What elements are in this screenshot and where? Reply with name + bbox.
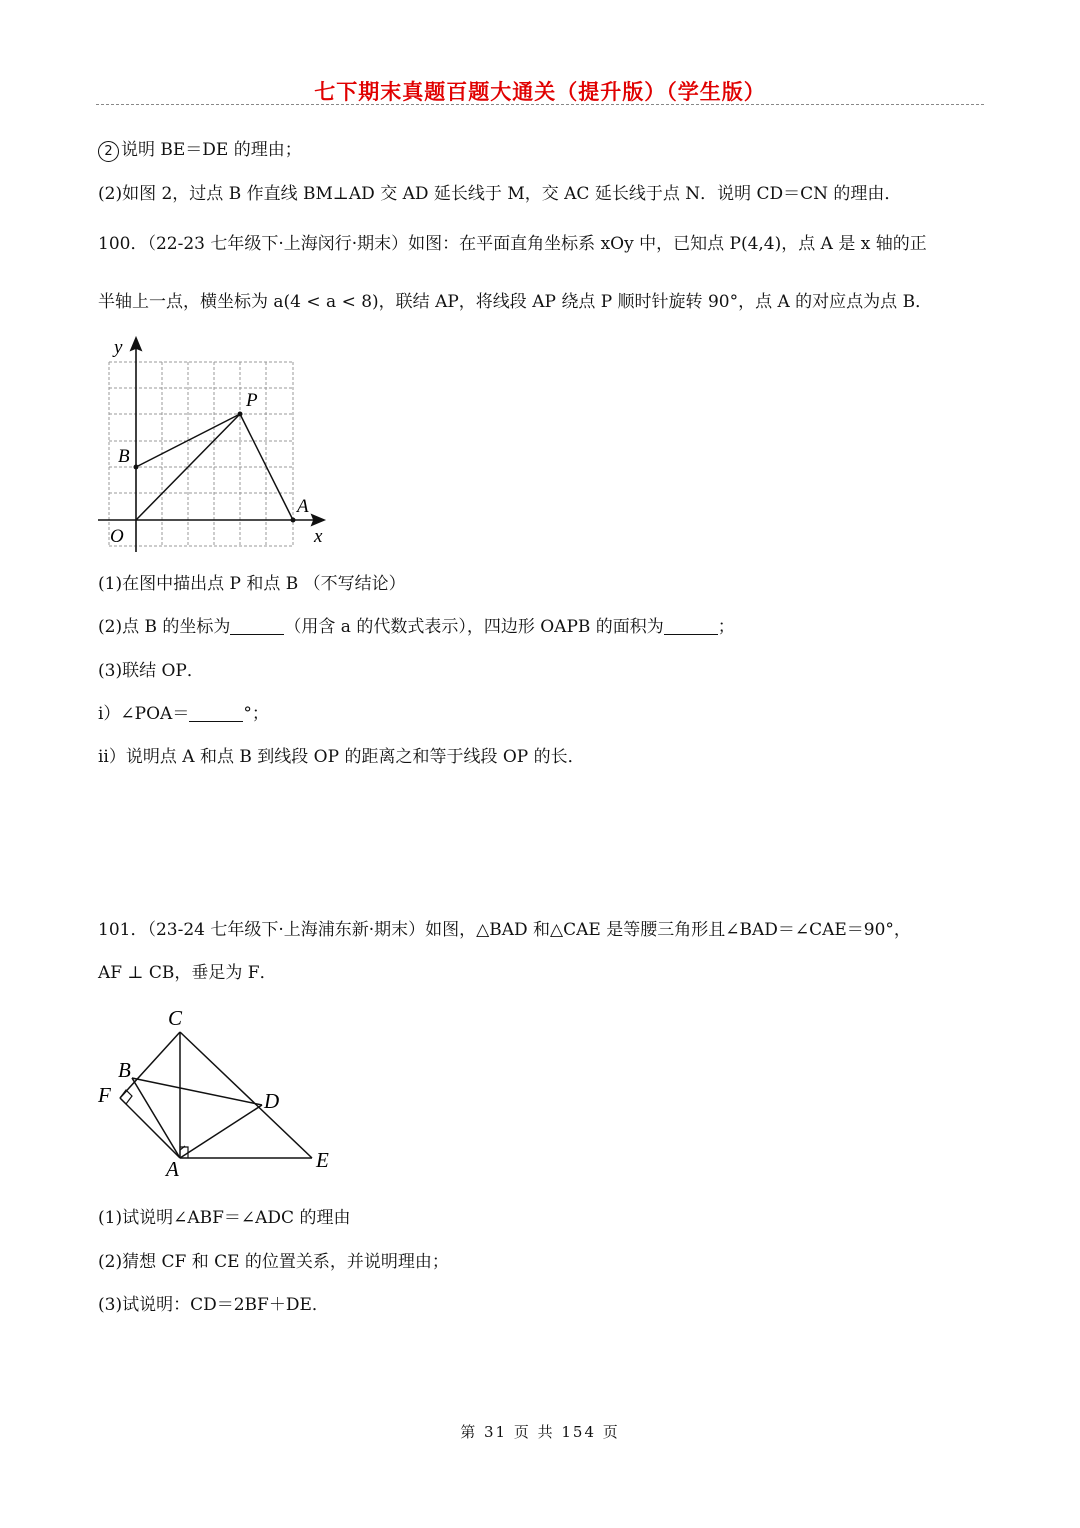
page-footer: 第 31 页 共 154 页: [460, 1423, 620, 1441]
q100-sub3-i-b: °；: [243, 704, 269, 724]
q100-stem-line1: [98, 234, 927, 254]
q100-sub2-c: ；: [717, 617, 735, 637]
label-y: y: [114, 337, 123, 358]
label-A: A: [297, 496, 309, 517]
q101-sub3: (3)试说明：CD＝2BF＋DE．: [98, 1295, 329, 1315]
label-D: D: [264, 1089, 280, 1113]
answer-blank: [189, 704, 243, 722]
q101-sub1: (1)试说明∠ABF＝∠ADC 的理由: [98, 1208, 351, 1228]
label-C: C: [168, 1006, 183, 1030]
q99-part-b: (2)如图 2，过点 B 作直线 BM⊥AD 交 AD 延长线于 M，交 AC 延长线于点 N．说明 CD＝CN 的理由．: [98, 184, 902, 204]
q100-source: （22-23 七年级下·上海闵行·期末）: [147, 234, 409, 254]
label-B: B: [118, 446, 130, 467]
page-header-title: 七下期末真题百题大通关（提升版）（学生版）: [314, 80, 766, 104]
label-A: A: [166, 1157, 179, 1181]
label-F: F: [98, 1083, 111, 1107]
q100-sub3-i-a: i）∠POA＝: [98, 704, 190, 724]
q101-stem-line1: [98, 920, 911, 940]
q100-sub2-a: (2)点 B 的坐标为: [98, 617, 231, 637]
answer-blank: [230, 617, 284, 635]
axes: [98, 338, 324, 552]
label-E: E: [316, 1148, 329, 1172]
answer-blank: [664, 617, 718, 635]
q101-triangle-figure: [94, 1004, 344, 1184]
q101-sub2: (2)猜想 CF 和 CE 的位置关系，并说明理由；: [98, 1252, 449, 1272]
label-O: O: [110, 526, 124, 547]
q99-part2-line: [98, 140, 302, 162]
q100-sub3-ii: ii）说明点 A 和点 B 到线段 OP 的距离之和等于线段 OP 的长．: [98, 747, 585, 767]
header-divider: [96, 104, 984, 105]
q100-sub1: (1)在图中描出点 P 和点 B （不写结论）: [98, 574, 406, 594]
label-B: B: [118, 1058, 131, 1082]
q101-stem-a: 如图，△BAD 和△CAE 是等腰三角形且∠BAD＝∠CAE＝90°，: [425, 920, 911, 940]
q100-sub2: [98, 617, 735, 637]
q100-sub3: (3)联结 OP．: [98, 661, 204, 681]
circled-number-2: 2: [98, 141, 119, 162]
q101-stem-line2: AF ⊥ CB，垂足为 F．: [98, 963, 277, 983]
label-P: P: [246, 390, 258, 411]
q100-sub2-b: （用含 a 的代数式表示），四边形 OAPB 的面积为: [284, 617, 664, 637]
q100-stem-line1-text: 如图：在平面直角坐标系 xOy 中，已知点 P(4,4)，点 A 是 x 轴的正: [408, 234, 927, 254]
q101-number: 101．: [98, 920, 148, 940]
q100-coordinate-figure: [96, 334, 336, 556]
label-x: x: [314, 526, 323, 547]
q100-stem-line2: 半轴上一点，横坐标为 a(4 < a < 8)，联结 AP，将线段 AP 绕点 P 顺时针旋转 90°，点 A 的对应点为点 B．: [98, 292, 933, 312]
q100-sub3-i: [98, 704, 269, 724]
q100-number: 100．: [98, 234, 148, 254]
q101-source: （23-24 七年级下·上海浦东新·期末）: [147, 920, 426, 940]
q99-part2-text: 说明 BE＝DE 的理由；: [121, 140, 302, 160]
